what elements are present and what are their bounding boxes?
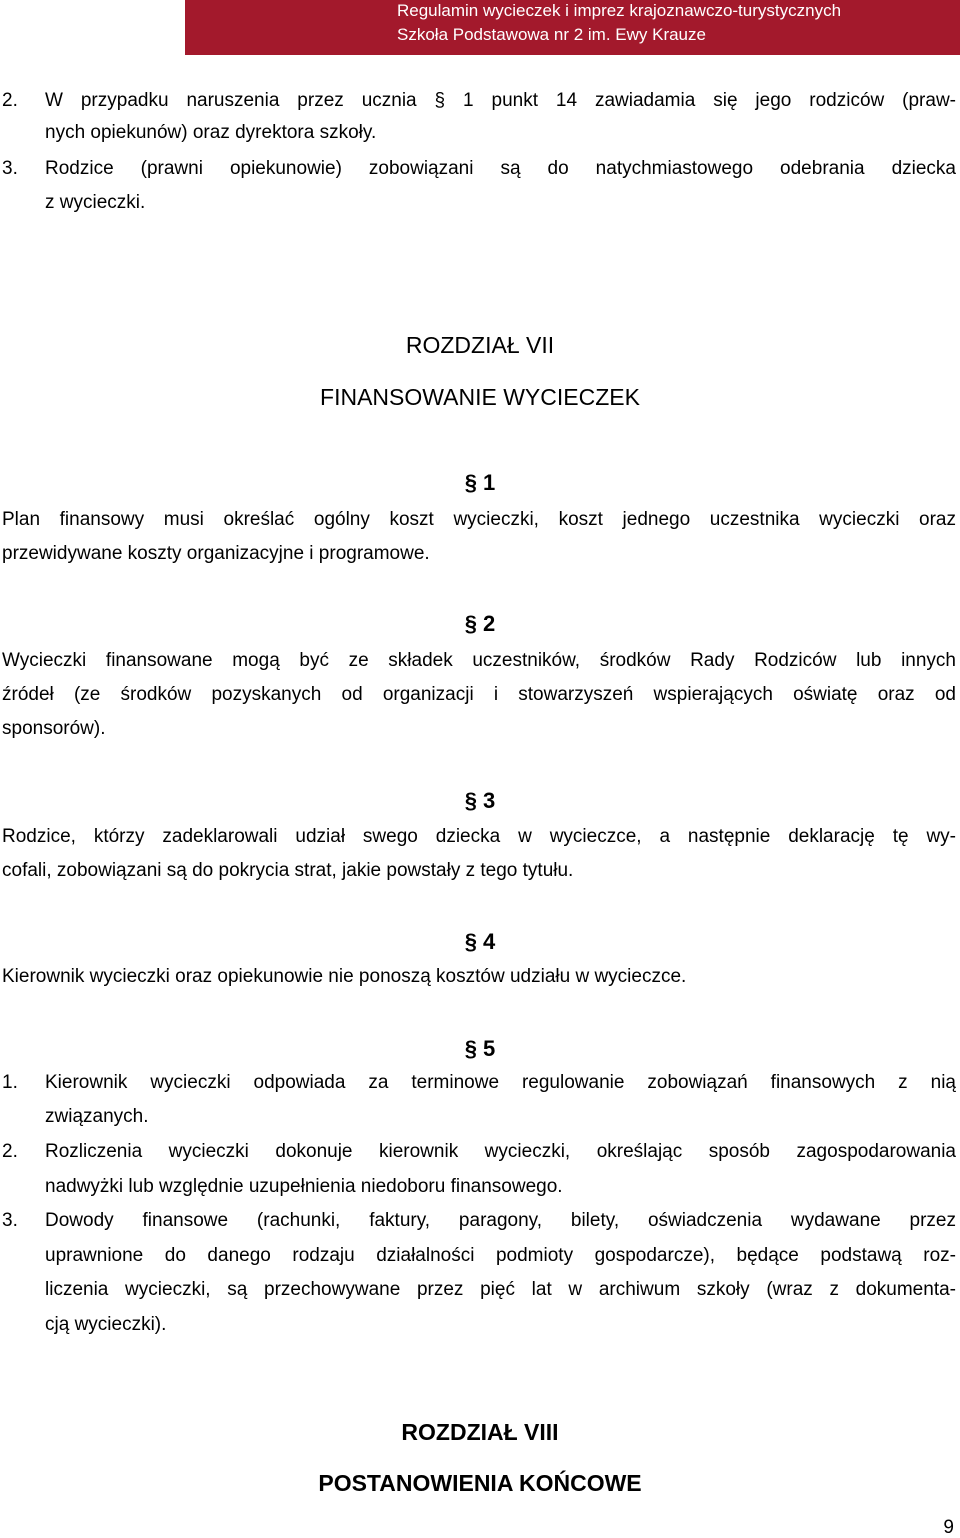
list-item-text: W przypadku naruszenia przez ucznia § 1 punkt 14 zawiadamia się jego rodziców (praw- — [45, 90, 956, 111]
list-number: 2. — [2, 90, 18, 111]
paragraph-text: przewidywane koszty organizacyjne i programowe. — [2, 543, 430, 564]
list-item-text: Rozliczenia wycieczki dokonuje kierownik wycieczki, określając sposób zagospodarowania — [45, 1141, 956, 1162]
list-item-text: Kierownik wycieczki odpowiada za terminowe regulowanie zobowiązań finansowych z nią — [45, 1072, 956, 1093]
paragraph-text: Kierownik wycieczki oraz opiekunowie nie ponoszą kosztów udziału w wycieczce. — [2, 966, 687, 987]
paragraph-heading: § 5 — [464, 1036, 496, 1061]
paragraph-text: Plan finansowy musi określać ogólny koszt wycieczki, koszt jednego uczestnika wycieczki oraz — [2, 509, 956, 530]
list-number: 1. — [2, 1072, 18, 1093]
paragraph-heading: § 2 — [464, 611, 496, 636]
chapter-label: ROZDZIAŁ VIII — [401, 1419, 559, 1445]
chapter-label: ROZDZIAŁ VII — [405, 332, 555, 358]
list-item-text: związanych. — [45, 1106, 149, 1127]
paragraph-text: sponsorów). — [2, 718, 106, 739]
paragraph-heading: § 4 — [464, 929, 496, 954]
paragraph-heading: § 1 — [464, 470, 496, 495]
list-item-text: cją wycieczki). — [45, 1314, 167, 1335]
paragraph-text: Rodzice, którzy zadeklarowali udział swego dziecka w wycieczce, a następnie deklarację tę wy- — [2, 826, 956, 847]
page-number: 9 — [943, 1517, 954, 1538]
paragraph-text: cofali, zobowiązani są do pokrycia strat, jakie powstały z tego tytułu. — [2, 860, 574, 881]
paragraph-text: źródeł (ze środków pozyskanych od organizacji i stowarzyszeń wspierających oświatę oraz od — [2, 684, 956, 705]
list-item-text: Rodzice (prawni opiekunowie) zobowiązani są do natychmiastowego odebrania dziecka — [45, 158, 956, 179]
document-header — [185, 0, 960, 55]
list-number: 3. — [2, 1210, 18, 1231]
list-item-text: nadwyżki lub względnie uzupełnienia niedoboru finansowego. — [45, 1176, 563, 1197]
list-number: 3. — [2, 158, 18, 179]
list-item-text: z wycieczki. — [45, 192, 146, 213]
header-title: Regulamin wycieczek i imprez krajoznawczo-turystycznych — [397, 1, 842, 20]
chapter-title: POSTANOWIENIA KOŃCOWE — [318, 1470, 642, 1496]
list-item-text: Dowody finansowe (rachunki, faktury, paragony, bilety, oświadczenia wydawane przez — [45, 1210, 956, 1231]
paragraph-heading: § 3 — [464, 788, 496, 813]
paragraph-text: Wycieczki finansowane mogą być ze składek uczestników, środków Rady Rodziców lub innych — [2, 650, 956, 671]
list-item-text: liczenia wycieczki, są przechowywane przez pięć lat w archiwum szkoły (wraz z dokumenta- — [45, 1279, 956, 1300]
header-school: Szkoła Podstawowa nr 2 im. Ewy Krauze — [397, 25, 706, 44]
list-item-text: uprawnione do danego rodzaju działalności podmioty gospodarcze), będące podstawą roz- — [45, 1245, 956, 1266]
list-number: 2. — [2, 1141, 18, 1162]
chapter-title: FINANSOWANIE WYCIECZEK — [320, 384, 640, 410]
list-item-text: nych opiekunów) oraz dyrektora szkoły. — [45, 122, 377, 143]
